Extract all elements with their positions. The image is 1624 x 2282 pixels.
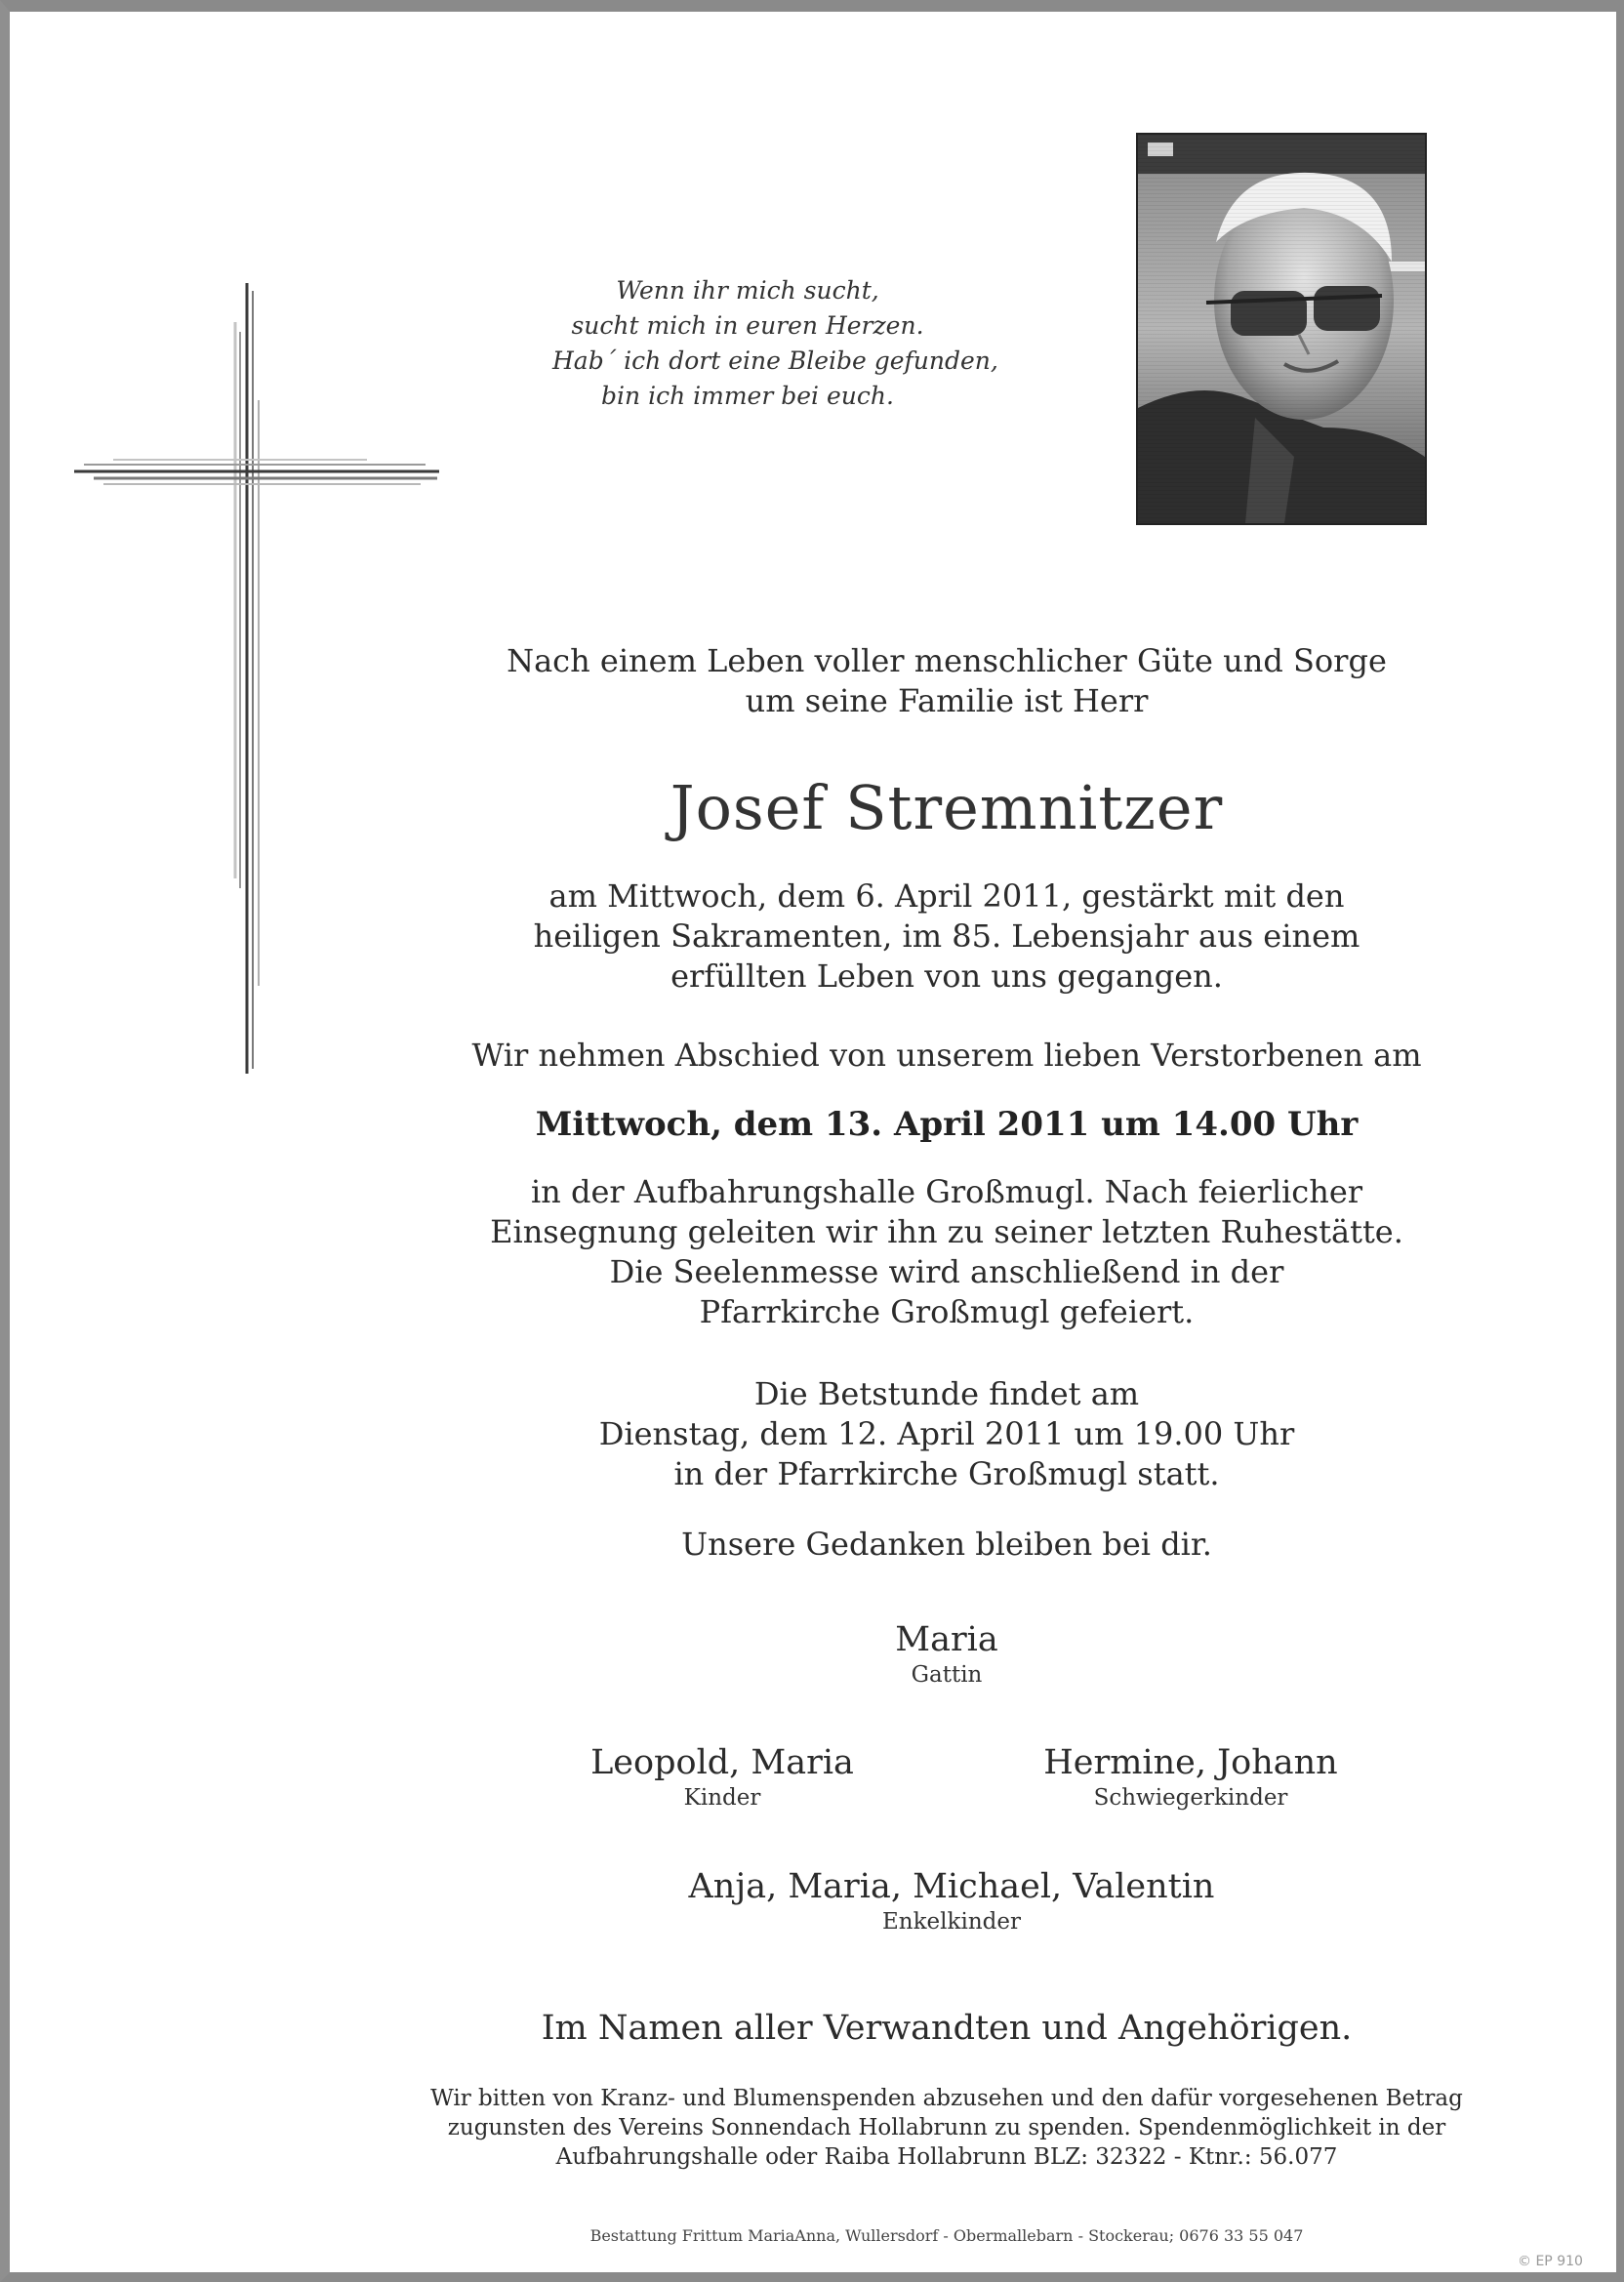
ceremony-line: Die Seelenmesse wird anschließend in der — [609, 1253, 1284, 1290]
closing-line: Im Namen aller Verwandten und Angehörigen. — [541, 2009, 1353, 2048]
mourner-names: Leopold, Maria — [590, 1743, 854, 1782]
ceremony-line: Pfarrkirche Großmugl gefeiert. — [699, 1293, 1195, 1330]
thoughts-text: Unsere Gedanken bleiben bei dir. — [681, 1526, 1212, 1563]
mourner-group — [742, 1619, 1152, 1690]
farewell-text: Wir nehmen Abschied von unserem lieben Verstorbenen am — [471, 1037, 1422, 1074]
funeral-date: Mittwoch, dem 13. April 2011 um 14.00 Uhr — [535, 1105, 1359, 1144]
mourner-group — [488, 1742, 956, 1813]
intro-line: Nach einem Leben voller menschlicher Güte und Sorge — [507, 642, 1387, 679]
poem-line: sucht mich in euren Herzen. — [571, 311, 924, 340]
mourner-names: Hermine, Johann — [1043, 1743, 1338, 1782]
deceased-name: Josef Stremnitzer — [670, 772, 1224, 843]
death-notice-line: heiligen Sakramenten, im 85. Lebensjahr aus einem — [533, 917, 1360, 955]
ceremony-details — [449, 1172, 1444, 1332]
donation-line: Wir bitten von Kranz- und Blumenspenden abzusehen und den dafür vorgesehenen Betrag — [430, 2086, 1463, 2111]
prayer-hour-line: in der Pfarrkirche Großmugl statt. — [673, 1455, 1220, 1492]
ceremony-line: in der Aufbahrungshalle Großmugl. Nach feierlicher — [530, 1173, 1363, 1210]
memorial-poem — [552, 273, 998, 414]
mourner-group — [586, 1866, 1318, 1936]
poem-line: Hab´ ich dort eine Bleibe gefunden, — [552, 346, 998, 375]
death-notice-line: am Mittwoch, dem 6. April 2011, gestärkt mit den — [548, 877, 1345, 915]
mourner-group — [937, 1742, 1444, 1813]
poem-line: bin ich immer bei euch. — [601, 382, 894, 410]
mourner-relation: Gattin — [911, 1662, 983, 1688]
portrait-image — [1138, 135, 1425, 523]
intro-line: um seine Familie ist Herr — [745, 682, 1149, 719]
poem-line: Wenn ihr mich sucht, — [616, 276, 879, 305]
prayer-hour-line: Die Betstunde findet am — [753, 1375, 1140, 1412]
death-notice — [449, 876, 1444, 997]
funeral-home-footer: Bestattung Frittum MariaAnna, Wullersdorf - Obermallebarn - Stockerau; 0676 33 55 047 — [589, 2226, 1304, 2245]
ceremony-line: Einsegnung geleiten wir ihn zu seiner letzten Ruhestätte. — [490, 1213, 1403, 1250]
donation-line: zugunsten des Vereins Sonnendach Hollabrunn zu spenden. Spendenmöglichkeit in der — [447, 2115, 1446, 2140]
mourner-relation: Schwiegerkinder — [1093, 1785, 1288, 1811]
intro-text — [449, 641, 1444, 721]
donation-line: Aufbahrungshalle oder Raiba Hollabrunn BLZ: 32322 - Ktnr.: 56.077 — [555, 2144, 1338, 2170]
mourner-relation: Enkelkinder — [882, 1909, 1021, 1935]
mourner-names: Maria — [895, 1620, 998, 1659]
death-notice-line: erfüllten Leben von uns gegangen. — [670, 958, 1223, 995]
donation-note — [312, 2084, 1581, 2172]
print-code: © EP 910 — [1518, 2254, 1583, 2269]
prayer-hour-details — [449, 1374, 1444, 1494]
mourner-relation: Kinder — [683, 1785, 761, 1811]
prayer-hour-line: Dienstag, dem 12. April 2011 um 19.00 Uhr — [598, 1415, 1295, 1452]
mourner-names: Anja, Maria, Michael, Valentin — [688, 1867, 1215, 1906]
portrait-photo — [1136, 133, 1427, 525]
cross-icon — [74, 283, 445, 1083]
